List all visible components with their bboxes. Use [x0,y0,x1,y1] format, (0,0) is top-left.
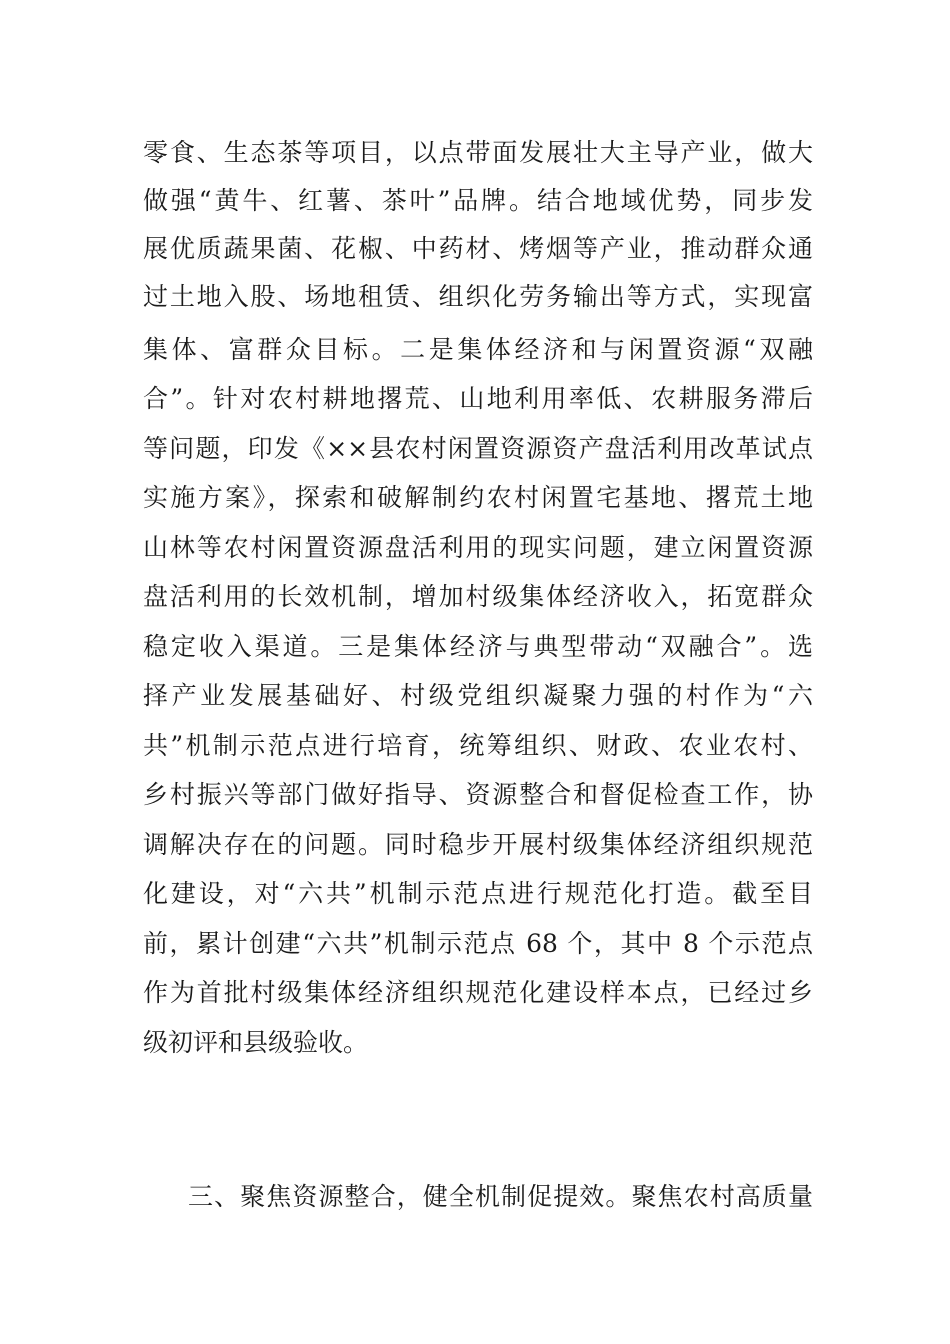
paragraph-line-10: 盘活利用的长效机制，增加村级集体经济收入，拓宽群众 [143,582,813,611]
paragraph-line-17: 前，累计创建“六共”机制示范点 68 个，其中 8 个示范点 [143,929,813,958]
paragraph-line-5: 集体、富群众目标。二是集体经济和与闲置资源“双融 [143,335,813,364]
paragraph-line-3: 展优质蔬果菌、花椒、中药材、烤烟等产业，推动群众通 [143,234,813,263]
paragraph-line-11: 稳定收入渠道。三是集体经济与典型带动“双融合”。选 [143,632,813,661]
paragraph-line-12: 择产业发展基础好、村级党组织凝聚力强的村作为“六 [143,681,813,710]
paragraph-line-7: 等问题，印发《××县农村闲置资源资产盘活利用改革试点 [143,434,813,463]
paragraph-line-18: 作为首批村级集体经济组织规范化建设样本点，已经过乡 [143,978,813,1007]
paragraph-line-15: 调解决存在的问题。同时稳步开展村级集体经济组织规范 [143,830,813,859]
paragraph-line-14: 乡村振兴等部门做好指导、资源整合和督促检查工作，协 [143,780,813,809]
paragraph-line-19: 级初评和县级验收。 [143,1028,369,1057]
paragraph-line-4: 过土地入股、场地租赁、组织化劳务输出等方式，实现富 [143,282,813,311]
section-heading: 三、聚焦资源整合，健全机制促提效。聚焦农村高质量 [188,1182,813,1211]
paragraph-line-2: 做强“黄牛、红薯、茶叶”品牌。结合地域优势，同步发 [143,186,813,215]
paragraph-line-16: 化建设，对“六共”机制示范点进行规范化打造。截至目 [143,879,813,908]
paragraph-line-8: 实施方案》，探索和破解制约农村闲置宅基地、撂荒土地 [143,483,813,512]
paragraph-line-1: 零食、生态茶等项目，以点带面发展壮大主导产业，做大 [143,138,813,167]
paragraph-line-6: 合”。针对农村耕地撂荒、山地利用率低、农耕服务滞后 [143,384,813,413]
paragraph-line-9: 山林等农村闲置资源盘活利用的现实问题，建立闲置资源 [143,533,813,562]
paragraph-line-13: 共”机制示范点进行培育，统筹组织、财政、农业农村、 [143,731,813,760]
